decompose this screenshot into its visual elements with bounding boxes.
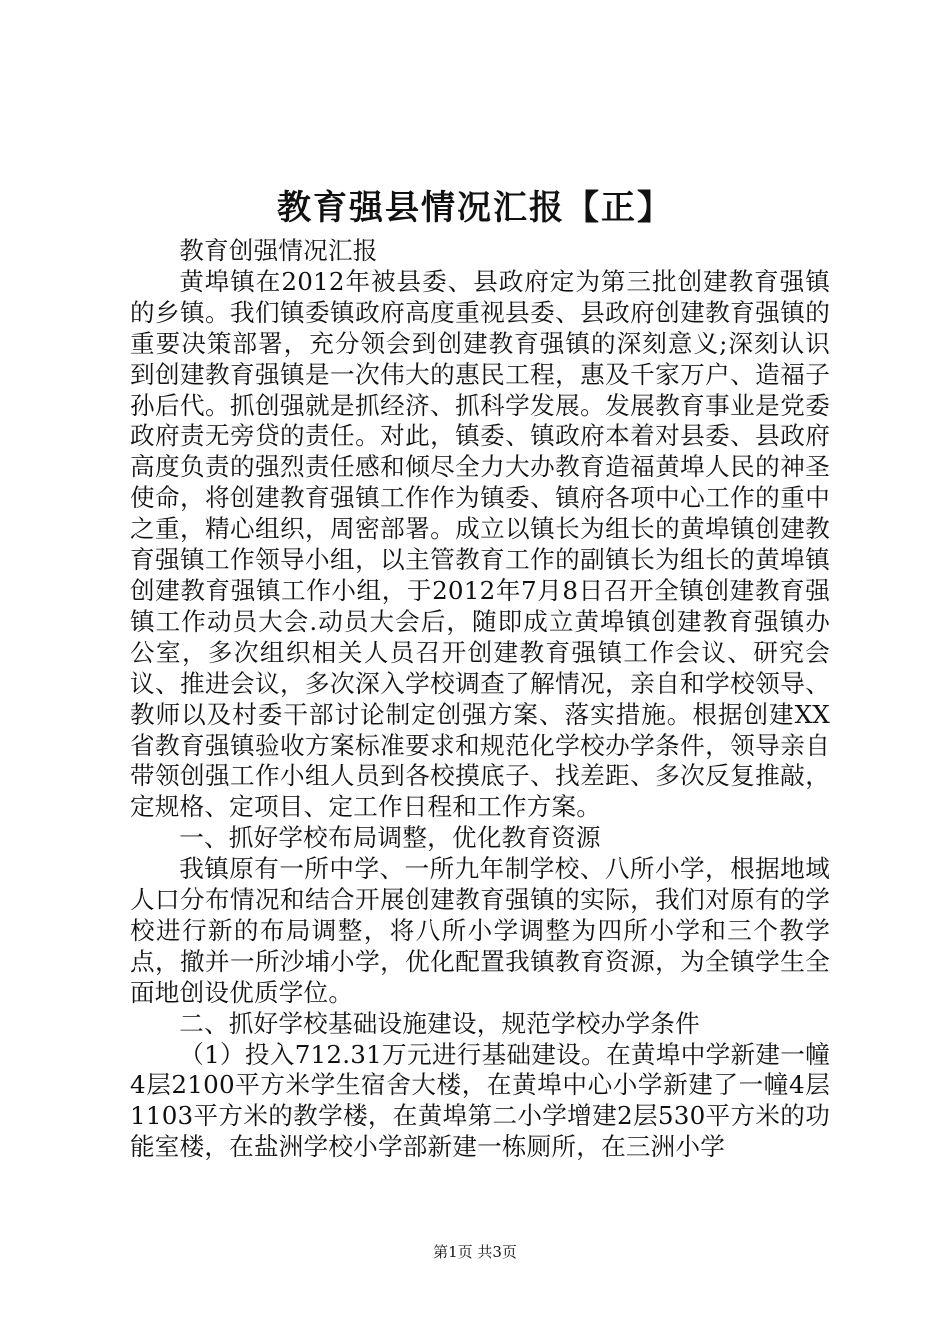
- paragraph-subtitle: 教育创强情况汇报: [179, 236, 378, 265]
- document-title: 教育强县情况汇报【正】: [277, 188, 673, 228]
- document-body: [130, 236, 830, 1163]
- page-footer: 第1页 共3页: [433, 1243, 517, 1261]
- paragraph-section-1: 我镇原有一所中学、一所九年制学校、八所小学，根据地域人口分布情况和结合开展创建教育强镇的实际，我们对原有的学校进行新的布局调整，将八所小学调整为四所小学和三个教学点，撤并一所沙埔小学，优化配置我镇教育资源，为全镇学生全面地创设优质学位。: [130, 854, 830, 1007]
- section-heading-2: 二、抓好学校基础设施建设，规范学校办学条件: [179, 1008, 700, 1038]
- section-heading-1: 一、抓好学校布局调整，优化教育资源: [179, 823, 601, 853]
- paragraph-intro: 黄埠镇在2012年被县委、县政府定为第三批创建教育强镇的乡镇。我们镇委镇政府高度重视县委、县政府创建教育强镇的重要决策部署，充分领会到创建教育强镇的深刻意义;深刻认识到创建教育强镇是一次伟大的惠民工程，惠及千家万户、造福子孙后代。抓创强就是抓经济、抓科学发展。发展教育事业是党委政府责无旁贷的责任。对此，镇委、镇政府本着对县委、县政府高度负责的强烈责任感和倾尽全力大办教育造福黄埠人民的神圣使命，将创建教育强镇工作作为镇委、镇府各项中心工作的重中之重，精心组织，周密部署。成立以镇长为组长的黄埠镇创建教育强镇工作领导小组，以主管教育工作的副镇长为组长的黄埠镇创建教育强镇工作小组，于2012年7月8日召开全镇创建教育强镇工作动员大会.动员大会后，随即成立黄埠镇创建教育强镇办公室，多次组织相关人员召开创建教育强镇工作会议、研究会议、推进会议，多次深入学校调查了解情况，亲自和学校领导、教师以及村委干部讨论制定创强方案、落实措施。根据创建XX省教育强镇验收方案标准要求和规范化学校办学条件，领导亲自带领创强工作小组人员到各校摸底子、找差距、多次反复推敲，定规格、定项目、定工作日程和工作方案。: [130, 266, 830, 822]
- paragraph-section-2: （1）投入712.31万元进行基础建设。在黄埠中学新建一幢4层2100平方米学生宿舍大楼，在黄埠中心小学新建了一幢4层1103平方米的教学楼，在黄埠第二小学增建2层530平方米的功能室楼，在盐洲学校小学部新建一栋厕所，在三洲小学: [130, 1039, 830, 1162]
